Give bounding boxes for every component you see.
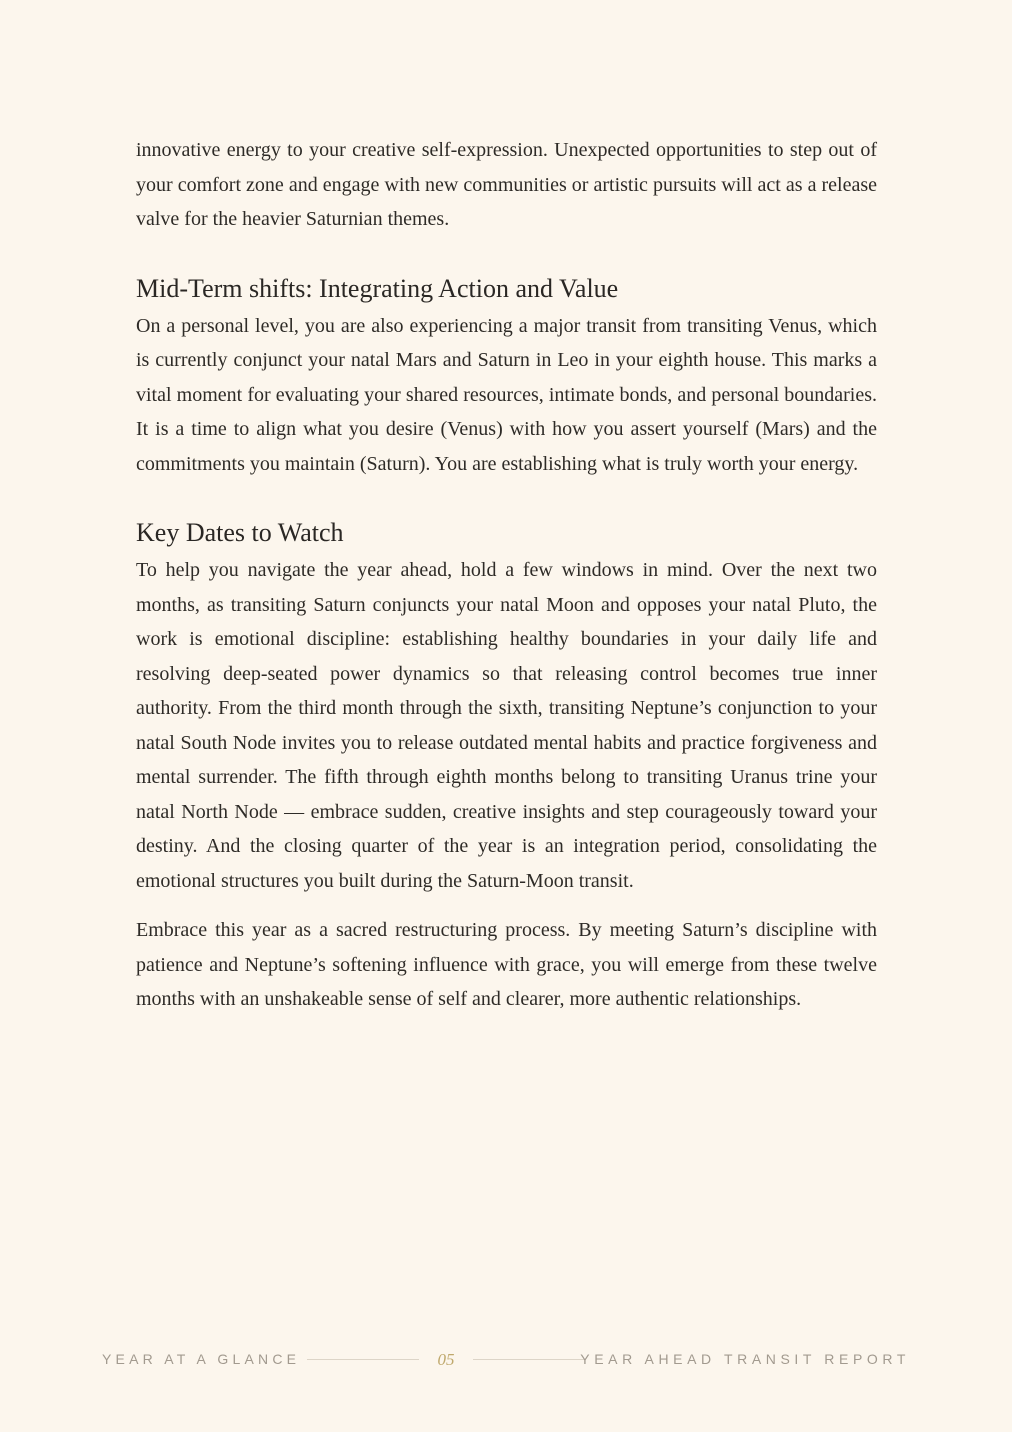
section-paragraph: On a personal level, you are also experiencing a major transit from transiting Venus, which is currently conjunct your natal Mars and Saturn in Leo in your eighth house. This marks a vital moment for evaluating your shared resources, intimate bonds, and personal boundaries. It is a time to align what you desire (Venus) with how you assert yourself (Mars) and the commitments you maintain (Saturn). You are establishing what is truly worth your energy. (136, 314, 877, 475)
footer-divider-left (307, 1359, 419, 1360)
report-body (136, 133, 877, 1017)
section-paragraph: Embrace this year as a sacred restructuring process. By meeting Saturn’s discipline with patience and Neptune’s softening influence with grace, you will emerge from these twelve months with an unshakeable sense of self and clearer, more authentic relationships. (136, 919, 877, 1010)
page-number: 05 (437, 1350, 455, 1369)
footer-divider-right (473, 1359, 585, 1360)
section-key-dates (136, 516, 877, 1017)
page-footer (0, 1349, 1012, 1369)
section-mid-term-shifts (136, 272, 877, 482)
footer-report-title: YEAR AHEAD TRANSIT REPORT (580, 1351, 910, 1367)
intro-paragraph: innovative energy to your creative self-expression. Unexpected opportunities to step out of your comfort zone and engage with new communities or artistic pursuits will act as a release valve for the heavier Saturnian themes. (136, 139, 877, 230)
section-heading: Mid-Term shifts: Integrating Action and Value (136, 273, 619, 303)
section-heading: Key Dates to Watch (136, 518, 344, 547)
section-paragraph: To help you navigate the year ahead, hold a few windows in mind. Over the next two months, as transiting Saturn conjuncts your natal Moon and opposes your natal Pluto, the work is emotional discipline: establishing healthy boundaries in your daily life and resolving deep-seated power dynamics so that releasing control becomes true inner authority. From the third month through the sixth, transiting Neptune’s conjunction to your natal South Node invites you to release outdated mental habits and practice forgiveness and mental surrender. The fifth through eighth months belong to transiting Uranus trine your natal North Node — embrace sudden, creative insights and step courageously toward your destiny. And the closing quarter of the year is an integration period, consolidating the emotional structures you built during the Saturn-Moon transit. (136, 559, 877, 892)
footer-section-title: YEAR AT A GLANCE (102, 1351, 301, 1367)
